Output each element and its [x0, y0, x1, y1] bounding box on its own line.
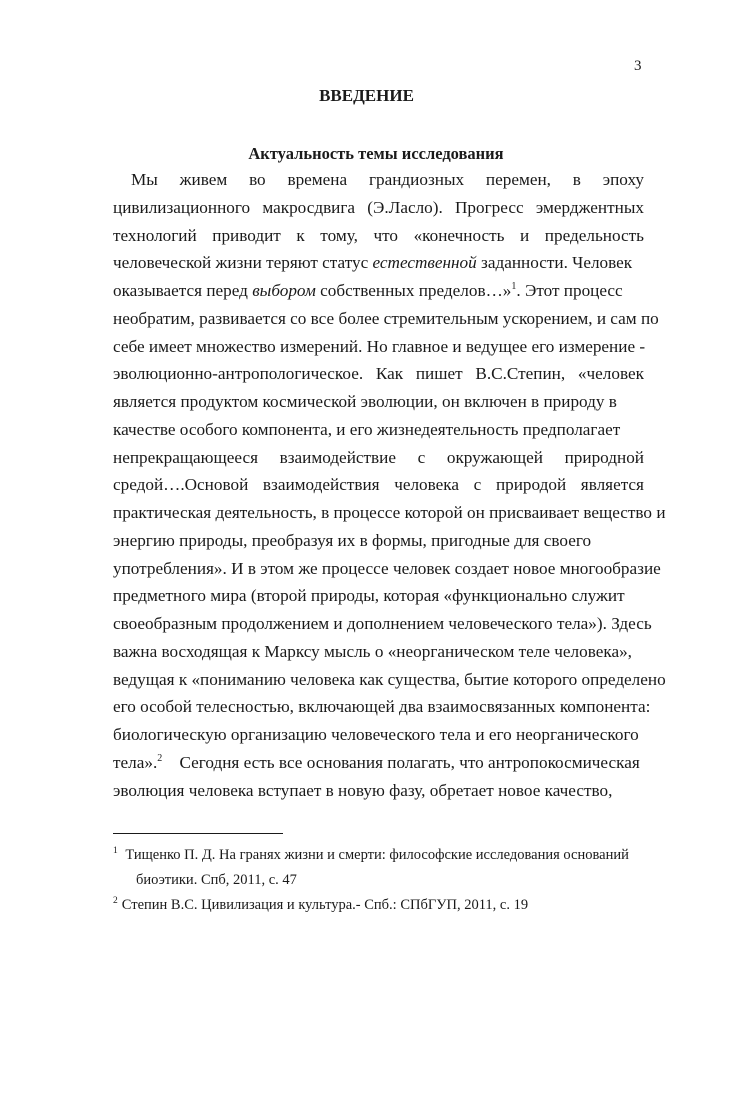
- text-run: тела».: [113, 752, 158, 772]
- word: живем: [179, 170, 228, 189]
- word: макросдвига: [262, 197, 356, 217]
- word: Прогресс: [455, 197, 524, 217]
- word: Как: [375, 364, 404, 384]
- paragraph-line: эволюция человека вступает в новую фазу, обретает новое качество,: [113, 780, 613, 800]
- text-run: человеческой жизни теряют статус: [113, 253, 373, 273]
- paragraph-line: [113, 277, 644, 305]
- paragraph-line: энергию природы, преобразуя их в формы, пригодные для своего: [113, 530, 592, 550]
- page-title: ВВЕДЕНИЕ: [319, 86, 414, 105]
- paragraph-line: [113, 194, 644, 222]
- paragraph-line: употребления». И в этом же процессе человек создает новое многообразие: [113, 558, 661, 578]
- word: с: [473, 475, 482, 495]
- word: (Э.Ласло).: [367, 197, 443, 217]
- paragraph-line: практическая деятельность, в процессе которой он присваивает вещество и: [113, 503, 666, 522]
- footnote-text: Тищенко П. Д. На гранях жизни и смерти: философские исследования оснований: [125, 847, 629, 863]
- word: предельность: [544, 225, 644, 245]
- body-paragraph: [113, 166, 666, 804]
- word: «человек: [577, 364, 644, 384]
- word: окружающей: [446, 447, 543, 467]
- word: что: [373, 225, 398, 245]
- word: природной: [564, 447, 644, 467]
- paragraph-line: [113, 249, 644, 277]
- word: природой: [495, 475, 567, 495]
- paragraph-line: предметного мира (второй природы, которая «функционально служит: [113, 586, 625, 606]
- footnote-marker: 1: [113, 846, 118, 856]
- word: в: [572, 170, 581, 189]
- word: средой….Основой: [113, 475, 249, 495]
- footnote-ref: 2: [157, 752, 163, 764]
- word: взаимодействия: [262, 475, 380, 495]
- paragraph-line: [113, 444, 644, 472]
- paragraph-line: важна восходящая к Марксу мысль о «неорганическом теле человека»,: [113, 641, 632, 661]
- footnote-ref: 1: [511, 281, 517, 292]
- word: во: [249, 170, 266, 189]
- word: перемен,: [485, 170, 551, 189]
- footnote-separator: [113, 833, 283, 834]
- word: пишет: [415, 364, 463, 384]
- word: В.С.Степин,: [475, 364, 566, 384]
- word: с: [417, 447, 426, 467]
- word: непрекращающееся: [113, 447, 258, 467]
- word: является: [580, 475, 644, 495]
- text-run: . Этот процесс: [516, 281, 623, 300]
- paragraph-line: биологическую организацию человеческого тела и его неорганического: [113, 725, 639, 744]
- word: взаимодействие: [279, 447, 396, 467]
- footnote-text: Степин В.С. Цивилизация и культура.- Спб.: СПбГУП, 2011, с. 19: [121, 897, 529, 913]
- word: времена: [287, 170, 348, 189]
- word: приводит: [212, 225, 281, 245]
- footnotes: [113, 843, 644, 918]
- word: технологий: [113, 225, 197, 245]
- paragraph-line: [113, 360, 644, 388]
- paragraph-line: необратим, развивается со все более стремительным ускорением, и сам по: [113, 308, 659, 328]
- text-run: оказывается перед: [113, 281, 253, 300]
- footnote-2: [113, 893, 644, 918]
- paragraph-line: [113, 471, 644, 499]
- section-heading: Актуальность темы исследования: [248, 144, 504, 163]
- word: «конечность: [413, 225, 505, 245]
- footnote-1-continuation: биоэтики. Спб, 2011, с. 47: [136, 872, 297, 888]
- text-run: Сегодня есть все основания полагать, что антропокосмическая: [162, 752, 640, 772]
- footnote-1: [113, 843, 644, 868]
- paragraph-line: своеобразным продолжением и дополнением человеческого тела»). Здесь: [113, 614, 652, 633]
- word: цивилизационного: [113, 197, 251, 217]
- italic-text: выбором: [252, 281, 316, 300]
- paragraph-line: ведущая к «пониманию человека как существа, бытие которого определено: [113, 669, 666, 689]
- page-number: 3: [634, 58, 642, 74]
- word: эмерджентных: [535, 197, 644, 217]
- paragraph-line: его особой телесностью, включающей два взаимосвязанных компонента:: [113, 697, 651, 717]
- paragraph-line: себе имеет множество измерений. Но главное и ведущее его измерение -: [113, 336, 646, 356]
- word: тому,: [320, 225, 358, 245]
- paragraph-line: [113, 166, 644, 194]
- paragraph-line: качестве особого компонента, и его жизнедеятельность предполагает: [113, 419, 621, 439]
- word: к: [296, 225, 305, 245]
- word: эпоху: [602, 170, 644, 189]
- paragraph-line: является продуктом космической эволюции, он включен в природу в: [113, 392, 617, 411]
- word: грандиозных: [368, 170, 465, 189]
- paragraph-line: [113, 749, 644, 777]
- word: эволюционно-антропологическое.: [113, 364, 364, 384]
- word: и: [520, 225, 530, 245]
- text-run: собственных пределов…»: [315, 281, 512, 300]
- text-run: заданности. Человек: [476, 253, 633, 273]
- italic-text: естественной: [372, 253, 477, 273]
- paragraph-line: [113, 222, 644, 250]
- word: Мы: [131, 170, 158, 189]
- word: человека: [394, 475, 460, 495]
- footnote-marker: 2: [113, 896, 118, 906]
